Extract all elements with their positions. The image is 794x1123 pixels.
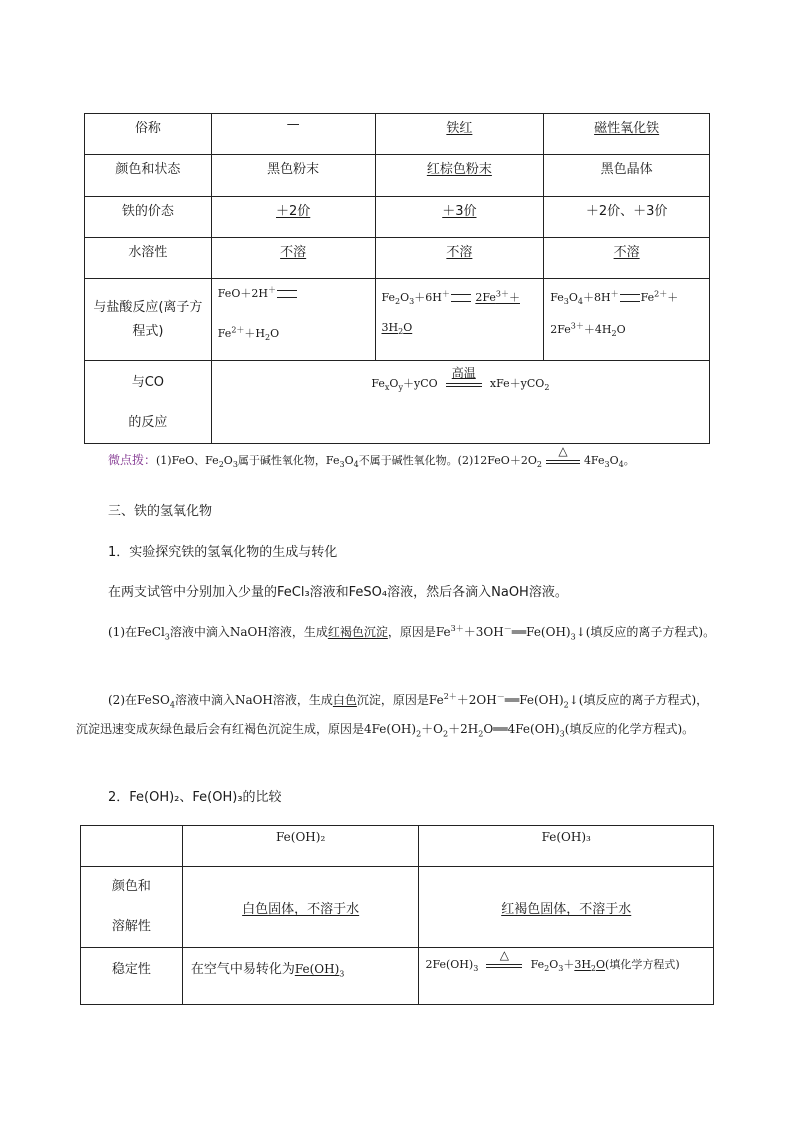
cell: 白色固体，不溶于水 — [242, 901, 360, 917]
cell: 不溶 — [613, 245, 640, 260]
row-label: 与CO — [131, 375, 165, 390]
table-row — [81, 826, 714, 867]
condition-high-temp: 高温 — [451, 365, 476, 380]
row-label: 铁的价态 — [85, 197, 212, 238]
equation-co: $Fe_xO_y+yCO$ 高温 xFe＋yCO$_2$ — [211, 361, 709, 444]
row-label: 俗称 — [85, 114, 212, 155]
section-title: 三、铁的氢氧化物 — [108, 504, 213, 519]
row-label: 溶解性 — [111, 919, 151, 934]
cell: 红褐色固体，不溶于水 — [501, 901, 632, 917]
heat-symbol: △ — [499, 947, 510, 962]
paragraph-fecl3: (1)在FeCl$_3$溶液中滴入NaOH溶液，生成红褐色沉淀，原因是$Fe^{3+}+3OH^-══Fe(OH)_3↓$(填反应的离子方程式)。 — [108, 624, 716, 642]
cell: 不溶 — [446, 245, 473, 260]
row-label: 稳定性 — [81, 948, 183, 1005]
table-row — [85, 197, 710, 238]
equation-feo: FeO＋2H＋ $Fe^{2+}+H_2O$ — [211, 279, 375, 361]
cell: 黑色晶体 — [544, 155, 710, 197]
cell: 在空气中易转化为 — [190, 962, 295, 977]
equation-fe2o3: $Fe_2O_3+6H^+$ $2Fe^{3+}+$ $3H_2O$ — [375, 279, 544, 361]
tip-note: 微点拨：(1)FeO、$Fe_2O_3$属于碱性氧化物，$Fe_3O_4$不属于碱性氧化物。$(2)12FeO+2O_2$ △ $4Fe_3O_4$。 — [108, 443, 635, 470]
cell: ＋2价 — [276, 204, 311, 219]
paragraph-feso4: (2)在FeSO$_4$溶液中滴入NaOH溶液，生成白色沉淀，原因是$Fe^{2+}+2OH^-══Fe(OH)_2↓$(填反应的离子方程式)，沉淀迅速变成灰绿色最后会有红褐色沉淀生成，原因是$4Fe(OH)_2+O_2+2H_2O══4Fe(OH)_3$(填反应的化学方程式)。 — [76, 692, 709, 739]
column-header: Fe(OH)₂ — [182, 826, 419, 867]
table-row — [85, 279, 710, 361]
cell: ＋2价、＋3价 — [544, 197, 710, 238]
heat-symbol: △ — [558, 443, 568, 458]
table-row — [85, 114, 710, 155]
cell: (填化学方程式) — [605, 958, 680, 971]
row-label: 水溶性 — [85, 238, 212, 279]
cell: 红棕色粉末 — [426, 162, 492, 177]
cell: 铁红 — [446, 121, 473, 136]
table-row — [85, 238, 710, 279]
row-label: 颜色和 — [111, 879, 151, 894]
subsection-title: 1．实验探究铁的氢氧化物的生成与转化 — [108, 545, 338, 560]
table-row — [81, 867, 714, 948]
cell: 黑色粉末 — [211, 155, 375, 197]
cell: 不溶 — [280, 245, 307, 260]
equation-fe3o4: $Fe_3O_4+8H^+$ $Fe^{2+}+$ $2Fe^{3+}+4H_2O$ — [544, 279, 710, 361]
cell: ＋3价 — [442, 204, 477, 219]
paragraph-intro: 在两支试管中分别加入少量的FeCl₃溶液和FeSO₄溶液，然后各滴入NaOH溶液。 — [108, 585, 568, 600]
row-label: 的反应 — [128, 415, 168, 430]
cell: — — [211, 114, 375, 155]
tip-label: 微点拨： — [108, 453, 157, 467]
iron-oxide-table — [84, 113, 710, 444]
row-label: 与盐酸反应(离子方程式) — [85, 279, 212, 361]
equation-decompose: $2Fe(OH)_3$ △ $Fe_2O_3+3H_2O$(填化学方程式) — [419, 948, 714, 1005]
column-header: Fe(OH)₃ — [419, 826, 714, 867]
table-row — [85, 361, 710, 444]
hydroxide-compare-table — [80, 825, 714, 1005]
table-row — [85, 155, 710, 197]
table-row: 稳定性 在空气中易转化为$Fe(OH)_3$ $2Fe(OH)_3$ △ $Fe_2O_3+3H_2O$(填化学方程式) — [81, 948, 714, 1005]
row-label: 颜色和状态 — [85, 155, 212, 197]
cell: 磁性氧化铁 — [594, 121, 660, 136]
subsection-title: 2．Fe(OH)₂、Fe(OH)₃的比较 — [108, 790, 282, 805]
